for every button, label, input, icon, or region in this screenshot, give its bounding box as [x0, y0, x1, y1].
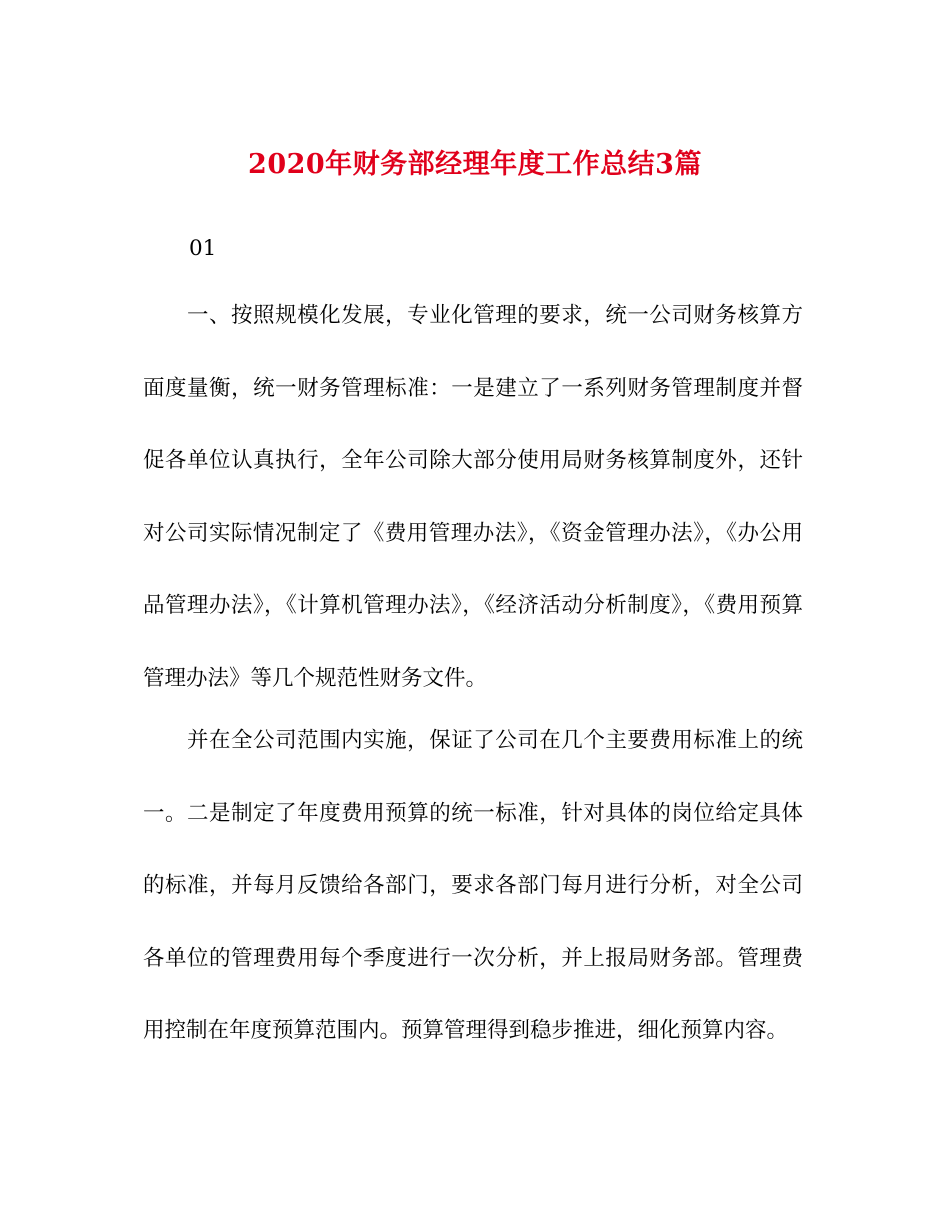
paragraph-2-container: [143, 705, 803, 1068]
paragraph-1: 一、按照规模化发展，专业化管理的要求，统一公司财务核算方面度量衡，统一财务管理标准：一是建立了一系列财务管理制度并督促各单位认真执行，全年公司除大部分使用局财务核算制度外，还针对公司实际情况制定了《费用管理办法》，《资金管理办法》，《办公用品管理办法》，《计算机管理办法》，《经济活动分析制度》，《费用预算管理办法》等几个规范性财务文件。: [143, 303, 803, 691]
paragraph-1-container: [143, 280, 803, 715]
section-number: 01: [189, 236, 217, 261]
document-title: 2020年财务部经理年度工作总结3篇: [248, 149, 702, 180]
paragraph-2: 并在全公司范围内实施，保证了公司在几个主要费用标准上的统一。二是制定了年度费用预算的统一标准，针对具体的岗位给定具体的标准，并每月反馈给各部门，要求各部门每月进行分析，对全公司各单位的管理费用每个季度进行一次分析，并上报局财务部。管理费用控制在年度预算范围内。预算管理得到稳步推进，细化预算内容。: [143, 728, 803, 1043]
